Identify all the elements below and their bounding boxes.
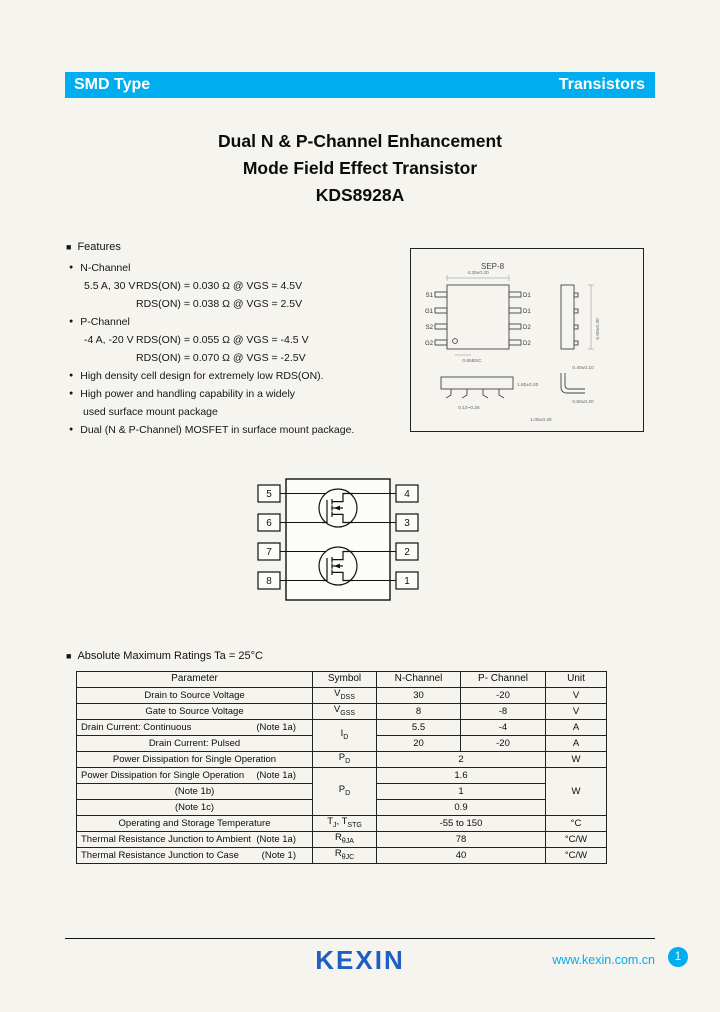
table-row-temperature: [77, 816, 607, 832]
dim-label: 0.10~0.25: [458, 406, 480, 411]
value-cell: 40: [377, 848, 546, 864]
table-row-rthjc: [77, 848, 607, 864]
dim-label: 1.05±0.25: [530, 418, 552, 423]
table-row-id-continuous: [77, 720, 607, 736]
package-name-label: SEP-8: [481, 262, 505, 271]
pin-number-7: 7: [266, 547, 272, 559]
pin-label-d2a: D2: [523, 325, 531, 331]
n-value-cell: 8: [377, 704, 461, 720]
package-outline-drawing: [410, 248, 644, 432]
feature-power: ● High power and handling capability in a widely: [69, 388, 296, 400]
n-value-cell: 5.5: [377, 720, 461, 736]
page-number-badge: 1: [668, 947, 688, 967]
pin-configuration-diagram: [256, 477, 420, 603]
n-value-cell: 20: [377, 736, 461, 752]
pin-label-g1: G1: [424, 309, 433, 315]
dot-bullet-icon: ●: [69, 264, 74, 271]
p-value-cell: -4: [461, 720, 546, 736]
col-header-parameter: Parameter: [77, 672, 313, 688]
symbol-cell: $R_{\theta JC}$: [313, 848, 377, 864]
unit-cell: °C: [546, 816, 607, 832]
part-number: KDS8928A: [315, 185, 405, 205]
title-line-2: Mode Field Effect Transistor: [242, 158, 478, 178]
value-cell: 1: [377, 784, 546, 800]
feature-density: ● High density cell design for extremely low RDS(ON).: [69, 370, 324, 382]
n-channel-spec-1: 5.5 A, 30 V RDS(ON) = 0.030 Ω @ VGS = 4.5V: [84, 280, 303, 292]
note-label: (Note 1c): [77, 800, 313, 816]
param-cell: Thermal Resistance Junction to Ambient (Note 1a): [77, 832, 313, 848]
pin-number-8: 8: [266, 576, 272, 588]
title-line-1: Dual N & P-Channel Enhancement: [218, 131, 502, 151]
dim-label: 6.00±0.30: [596, 318, 601, 340]
param-cell: Gate to Source Voltage: [77, 704, 313, 720]
symbol-cell: $I_D$: [313, 720, 377, 752]
table-row-rthja: [77, 832, 607, 848]
package-pin-labels: [425, 293, 531, 347]
header-right-label: Transistors: [558, 76, 645, 93]
symbol-cell: $T_J$, $T_{STG}$: [313, 816, 377, 832]
note-label: (Note 1a): [256, 721, 296, 733]
dim-label: 0.50±0.20: [572, 400, 594, 405]
pin-label-d1a: D1: [523, 293, 531, 299]
unit-cell: V: [546, 688, 607, 704]
package-top-view: [435, 285, 521, 349]
dim-label: 1.60±0.20: [517, 383, 539, 388]
pin-number-4: 4: [404, 489, 410, 501]
feature-power-cont: used surface mount package: [83, 406, 218, 418]
website-link[interactable]: www.kexin.com.cn: [552, 953, 655, 967]
unit-cell: °C/W: [546, 848, 607, 864]
dot-bullet-icon: ●: [69, 318, 74, 325]
table-row-vdss: [77, 688, 607, 704]
dim-label: 4.30±0.20: [467, 271, 489, 276]
dot-bullet-icon: ●: [69, 390, 74, 397]
ratings-heading: ■ Absolute Maximum Ratings Ta = 25°C: [66, 650, 263, 662]
note-label: (Note 1): [261, 849, 296, 861]
symbol-cell: $V_{GSS}$: [313, 704, 377, 720]
dot-bullet-icon: ●: [69, 372, 74, 379]
symbol-cell: $P_D$: [313, 752, 377, 768]
pin-label-d2b: D2: [523, 341, 531, 347]
col-header-p-channel: P- Channel: [461, 672, 546, 688]
page-title: [0, 128, 720, 209]
symbol-cell: $V_{DSS}$: [313, 688, 377, 704]
unit-cell: V: [546, 704, 607, 720]
value-cell: 78: [377, 832, 546, 848]
symbol-cell: $P_D$: [313, 768, 377, 816]
note-label: (Note 1a): [256, 769, 296, 781]
package-drawing-svg: [411, 249, 643, 431]
lead-detail-view: [561, 373, 585, 393]
pin-number-1: 1: [404, 576, 410, 588]
symbol-cell: $R_{\theta JA}$: [313, 832, 377, 848]
p-channel-spec-2: RDS(ON) = 0.070 Ω @ VGS = -2.5V: [136, 352, 306, 364]
pin-number-3: 3: [404, 518, 410, 530]
feature-n-channel: ● N-Channel: [69, 262, 131, 274]
mosfet-symbol-bottom: [319, 547, 357, 585]
pin-label-g2: G2: [424, 341, 433, 347]
footer-divider: [65, 938, 655, 939]
value-cell: 2: [377, 752, 546, 768]
p-value-cell: -20: [461, 736, 546, 752]
col-header-n-channel: N-Channel: [377, 672, 461, 688]
table-row-pd-single: [77, 752, 607, 768]
pin-label-s2: S2: [425, 325, 433, 331]
value-cell: -55 to 150: [377, 816, 546, 832]
param-cell: Drain Current: Pulsed: [77, 736, 313, 752]
param-cell: Operating and Storage Temperature: [77, 816, 313, 832]
p-channel-spec-1: -4 A, -20 V RDS(ON) = 0.055 Ω @ VGS = -4.5 V: [84, 334, 309, 346]
col-header-unit: Unit: [546, 672, 607, 688]
header-left-label: SMD Type: [74, 76, 151, 93]
dimension-lines: [447, 275, 594, 355]
param-cell: Power Dissipation for Single Operation: [77, 752, 313, 768]
n-channel-spec-2: RDS(ON) = 0.038 Ω @ VGS = 2.5V: [136, 298, 303, 310]
pin-number-2: 2: [404, 547, 410, 559]
value-cell: 1.6: [377, 768, 546, 784]
col-header-symbol: Symbol: [313, 672, 377, 688]
param-cell: Drain to Source Voltage: [77, 688, 313, 704]
package-side-view: [561, 285, 578, 349]
pin-number-5: 5: [266, 489, 272, 501]
dim-label: 0.40±0.10: [572, 366, 594, 371]
table-row-pd-note1a: [77, 768, 607, 784]
pin-label-d1b: D1: [523, 309, 531, 315]
square-bullet-icon: ■: [66, 242, 72, 252]
unit-cell: A: [546, 736, 607, 752]
p-value-cell: -20: [461, 688, 546, 704]
dot-bullet-icon: ●: [69, 426, 74, 433]
kexin-logo: KEXIN: [315, 945, 405, 975]
header-bar: [65, 72, 655, 98]
table-header-row: [77, 672, 607, 688]
abs-max-ratings-table: [76, 671, 607, 864]
square-bullet-icon: ■: [66, 651, 72, 661]
features-heading: ■ Features: [66, 241, 121, 253]
feature-p-channel: ● P-Channel: [69, 316, 130, 328]
package-front-view: [441, 377, 513, 398]
param-cell: Drain Current: Continuous (Note 1a): [77, 720, 313, 736]
unit-cell: A: [546, 720, 607, 736]
features-section: [66, 241, 414, 442]
p-value-cell: -8: [461, 704, 546, 720]
mosfet-symbol-top: [319, 489, 357, 527]
table-row-vgss: [77, 704, 607, 720]
note-label: (Note 1a): [256, 833, 296, 845]
unit-cell: °C/W: [546, 832, 607, 848]
unit-cell: W: [546, 768, 607, 816]
value-cell: 0.9: [377, 800, 546, 816]
dim-label: 0.65BSC: [462, 359, 482, 364]
n-value-cell: 30: [377, 688, 461, 704]
feature-dual: ● Dual (N & P-Channel) MOSFET in surface mount package.: [69, 424, 355, 436]
pin-number-6: 6: [266, 518, 272, 530]
param-cell: Power Dissipation for Single Operation (Note 1a): [77, 768, 313, 784]
pin-label-s1: S1: [425, 293, 433, 299]
param-cell: Thermal Resistance Junction to Case (Note 1): [77, 848, 313, 864]
unit-cell: W: [546, 752, 607, 768]
note-label: (Note 1b): [77, 784, 313, 800]
